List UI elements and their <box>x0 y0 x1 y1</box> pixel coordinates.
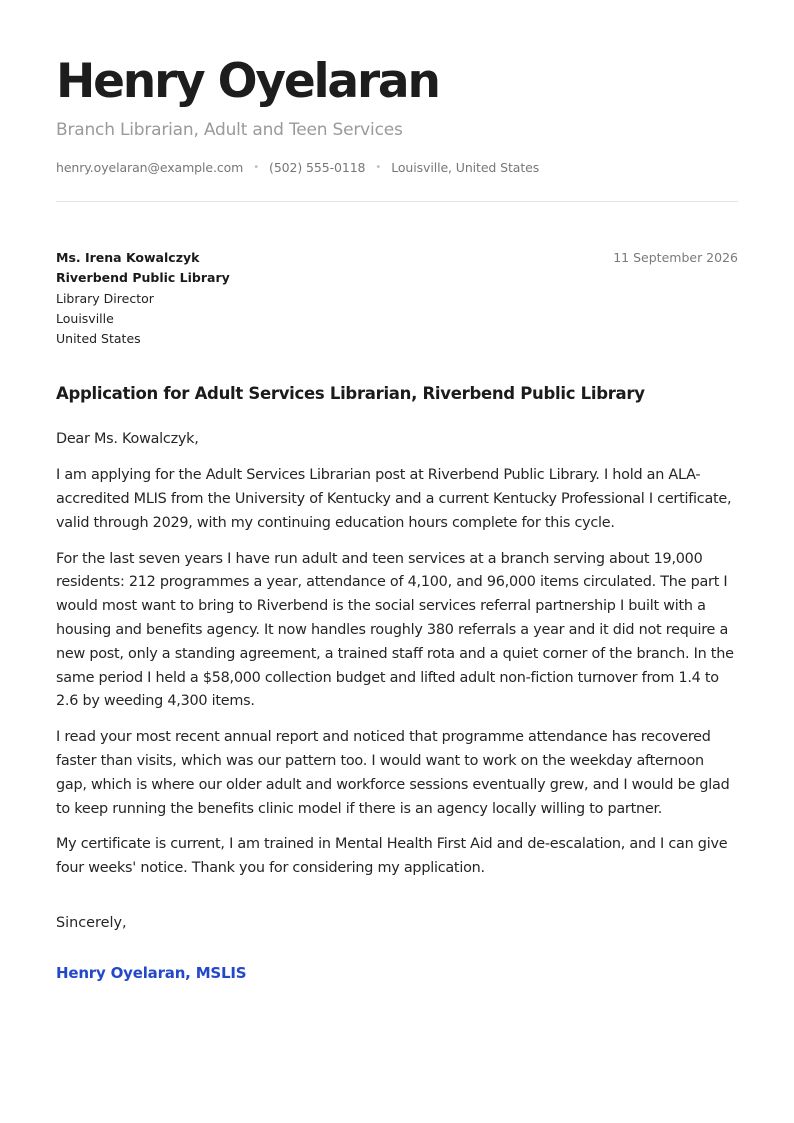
salutation: Dear Ms. Kowalczyk, <box>56 431 199 448</box>
sender-location: Louisville, United States <box>391 160 540 175</box>
header-divider <box>56 201 738 202</box>
body-paragraph: I read your most recent annual report and noticed that programme attendance has recovered faster than visits, which was our pattern too. I would want to work on the weekday afternoon gap, which is where our older adult and workforce sessions eventually grew, and I would be glad to keep running the benefits clinic model if there is an agency locally willing to partner. <box>56 729 730 817</box>
letter-header <box>56 0 738 202</box>
letter-body <box>56 428 738 881</box>
sender-email: henry.oyelaran@example.com <box>56 160 244 175</box>
recipient-name: Ms. Irena Kowalczyk <box>56 250 200 265</box>
recipient-block <box>56 248 230 349</box>
recipient-organization: Riverbend Public Library <box>56 270 230 286</box>
address-row <box>56 248 738 349</box>
letter-date: 11 September 2026 <box>613 250 738 265</box>
body-paragraph: My certificate is current, I am trained in Mental Health First Aid and de-escalation, and I can give four weeks' notice. Thank you for considering my application. <box>56 836 728 877</box>
body-paragraph: I am applying for the Adult Services Librarian post at Riverbend Public Library. I hold an ALA-accredited MLIS from the University of Kentucky and a current Kentucky Professional I certificate, valid through 2029, with my continuing education hours complete for this cycle. <box>56 467 732 531</box>
closing-line: Sincerely, <box>56 915 127 932</box>
recipient-country: United States <box>56 331 141 347</box>
contact-line <box>56 159 738 177</box>
sender-name: Henry Oyelaran <box>56 54 439 109</box>
recipient-role: Library Director <box>56 290 154 306</box>
letter-subject: Application for Adult Services Librarian, Riverbend Public Library <box>56 384 645 404</box>
sender-phone: (502) 555-0118 <box>269 160 366 175</box>
separator-dot-icon: • <box>375 162 382 173</box>
signature: Henry Oyelaran, MSLIS <box>56 964 247 983</box>
recipient-city: Louisville <box>56 310 114 326</box>
body-paragraph: For the last seven years I have run adult and teen services at a branch serving about 19,000 residents: 212 programmes a year, attendance of 4,100, and 96,000 items circulated. The part I would most want to bring to Riverbend is the social services referral partnership I built with a housing and benefits agency. It now handles roughly 380 referrals a year and it did not require a new post, only a standing agreement, a trained staff rota and a quiet corner of the branch. In the same period I held a $58,000 collection budget and lifted adult non-fiction turnover from 1.4 to 2.6 by weeding 4,300 items. <box>56 550 734 710</box>
separator-dot-icon: • <box>253 162 260 173</box>
sender-title: Branch Librarian, Adult and Teen Services <box>56 120 403 140</box>
